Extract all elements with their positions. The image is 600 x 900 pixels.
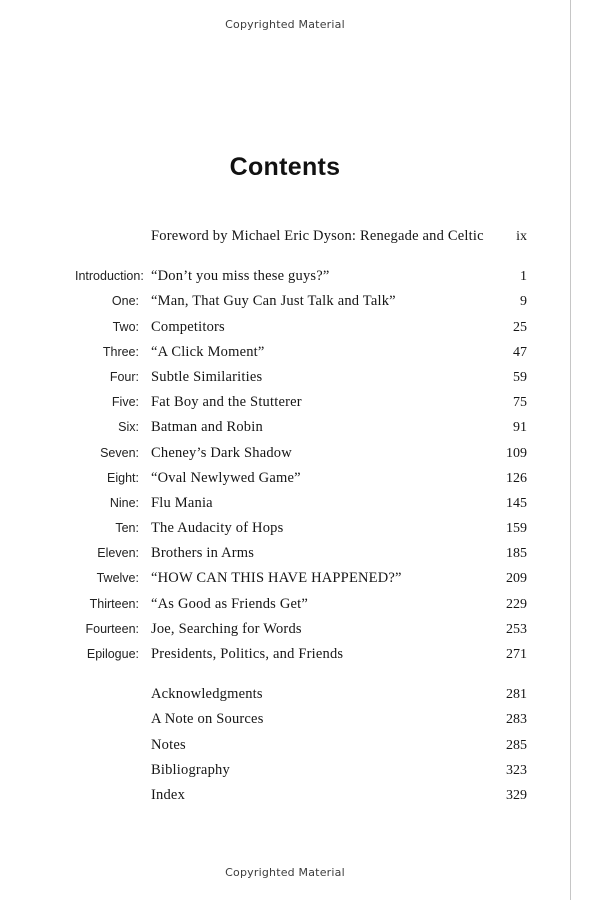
toc-row	[75, 319, 527, 344]
chapter-title: “Don’t you miss these guys?”	[151, 268, 330, 285]
chapter-title: The Audacity of Hops	[151, 520, 284, 537]
toc-row	[75, 570, 527, 595]
chapter-label: Nine:	[109, 495, 139, 510]
page-edge-line	[570, 0, 571, 900]
toc-row	[75, 419, 527, 444]
chapter-label: Eight:	[107, 470, 139, 485]
chapter-title: “As Good as Friends Get”	[151, 595, 309, 612]
chapter-title: “Oval Newlywed Game”	[151, 469, 301, 486]
page-number: 271	[506, 647, 527, 662]
toc-row-back-matter	[75, 737, 527, 762]
page-number: 59	[513, 369, 527, 385]
toc-row	[75, 646, 527, 671]
toc-row	[75, 596, 527, 621]
chapter-title: “A Click Moment”	[151, 343, 265, 360]
chapter-title: Subtle Similarities	[151, 368, 263, 385]
chapter-label: Three:	[102, 344, 139, 359]
chapter-title: Batman and Robin	[151, 419, 263, 436]
chapter-label: Epilogue:	[86, 647, 139, 661]
chapter-title: Competitors	[151, 318, 225, 335]
chapter-title: Joe, Searching for Words	[151, 620, 302, 637]
chapter-label: Introduction:	[75, 269, 144, 284]
section-spacer	[75, 253, 527, 268]
back-matter-title: Acknowledgments	[151, 686, 263, 703]
toc-row	[75, 621, 527, 646]
page-number: 75	[513, 395, 527, 411]
toc-row	[75, 445, 527, 470]
page-number: 209	[506, 571, 527, 587]
page-number: 109	[506, 445, 527, 461]
copyright-notice-top: Copyrighted Material	[225, 18, 345, 31]
chapter-label: Twelve:	[96, 571, 139, 586]
toc-row-foreword	[75, 228, 527, 253]
back-matter-title: Index	[151, 786, 186, 803]
toc-row	[75, 495, 527, 520]
page-number: 145	[506, 495, 527, 511]
chapter-label: Fourteen:	[85, 621, 139, 636]
toc-row	[75, 268, 527, 293]
page-number: 285	[506, 737, 527, 753]
chapter-title: Fat Boy and the Stutterer	[151, 394, 302, 411]
page-number: 185	[506, 546, 527, 562]
chapter-title: “HOW CAN THIS HAVE HAPPENED?”	[151, 570, 402, 587]
toc-row-back-matter	[75, 686, 527, 711]
page-number: 323	[506, 762, 527, 778]
toc-row	[75, 293, 527, 318]
back-matter-title: Bibliography	[151, 761, 230, 778]
back-matter-title: A Note on Sources	[151, 711, 264, 728]
toc-row-back-matter	[75, 711, 527, 736]
page-number: 283	[506, 712, 527, 728]
page-number: 229	[506, 596, 527, 612]
chapter-title: Foreword by Michael Eric Dyson: Renegade and Celtic	[151, 228, 484, 244]
contents-title: Contents	[229, 153, 341, 181]
copyright-notice-bottom: Copyrighted Material	[225, 866, 345, 879]
chapter-label: Thirteen:	[89, 596, 139, 611]
chapter-label: Four:	[109, 369, 139, 384]
page-number: ix	[516, 229, 527, 244]
toc-row	[75, 394, 527, 419]
page-number: 253	[506, 621, 527, 637]
page-number: 126	[506, 470, 527, 486]
chapter-label: Five:	[111, 395, 139, 410]
toc-row	[75, 520, 527, 545]
chapter-label: Eleven:	[97, 546, 139, 561]
page-number: 91	[513, 420, 527, 436]
toc-row-back-matter	[75, 787, 527, 812]
chapter-title: Brothers in Arms	[151, 545, 255, 562]
toc-row	[75, 545, 527, 570]
page-number: 9	[520, 294, 527, 310]
section-spacer	[75, 671, 527, 686]
chapter-label: Six:	[118, 420, 139, 435]
page-number: 1	[520, 269, 527, 285]
toc-row	[75, 344, 527, 369]
page-number: 159	[506, 521, 527, 537]
toc-row-back-matter	[75, 762, 527, 787]
chapter-label: Ten:	[115, 521, 139, 536]
chapter-title: “Man, That Guy Can Just Talk and Talk”	[151, 293, 396, 310]
back-matter-title: Notes	[151, 736, 186, 753]
page-number: 25	[513, 319, 527, 335]
chapter-title: Presidents, Politics, and Friends	[151, 646, 344, 662]
chapter-label: One:	[111, 294, 139, 309]
chapter-title: Flu Mania	[151, 494, 213, 511]
chapter-title: Cheney’s Dark Shadow	[151, 444, 292, 461]
chapter-label: Seven:	[100, 445, 139, 460]
page-number: 47	[513, 344, 527, 360]
page-number: 329	[506, 787, 527, 803]
table-of-contents	[75, 228, 527, 812]
page-number: 281	[506, 687, 527, 703]
chapter-label: Two:	[112, 319, 139, 334]
toc-row	[75, 470, 527, 495]
toc-row	[75, 369, 527, 394]
